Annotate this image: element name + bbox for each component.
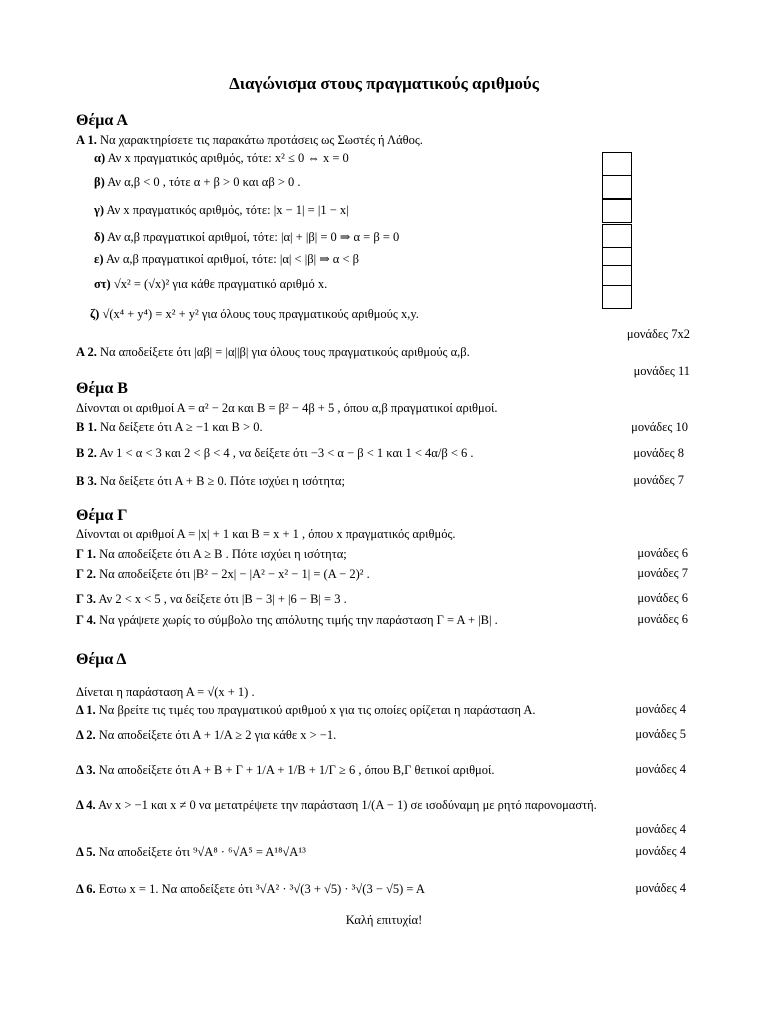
- statement-text: Αν α,β πραγματικοί αριθμοί, τότε: |α| < |β| ⇒ α < β: [105, 252, 360, 266]
- question-label: Β 2.: [76, 446, 97, 460]
- points-g4: μονάδες 6: [637, 612, 688, 626]
- closing-text: Καλή επιτυχία!: [345, 913, 423, 927]
- question-label: Γ 1.: [76, 547, 96, 561]
- answer-box[interactable]: [602, 152, 632, 176]
- question-d5: [76, 844, 306, 860]
- question-label: Β 1.: [76, 420, 97, 434]
- statement-item: [94, 150, 349, 166]
- statement-label: β): [94, 175, 105, 189]
- question-g3: [76, 591, 347, 607]
- points-d2: μονάδες 5: [635, 727, 686, 741]
- question-label: Α 2.: [76, 345, 97, 359]
- question-label: Β 3.: [76, 474, 97, 488]
- answer-box[interactable]: [602, 199, 632, 223]
- statement-text: Αν x πραγματικός αριθμός, τότε: |x − 1| = |1 − x|: [106, 203, 349, 217]
- points-d3: μονάδες 4: [635, 762, 686, 776]
- question-b3: [76, 473, 345, 489]
- statement-label: α): [94, 151, 106, 165]
- points-b3: μονάδες 7: [633, 473, 684, 487]
- points-b1: μονάδες 10: [631, 420, 688, 434]
- answer-box[interactable]: [602, 285, 632, 309]
- statement-item: [90, 306, 419, 322]
- question-text: Αν 2 < x < 5 , να δείξετε ότι |Β − 3| + |6 − Β| = 3 .: [98, 592, 347, 606]
- question-label: Γ 4.: [76, 613, 96, 627]
- question-label: Δ 2.: [76, 728, 96, 742]
- question-g1: [76, 546, 347, 562]
- statement-label: στ): [94, 277, 111, 291]
- statement-text: Αν α,β πραγματικοί αριθμοί, τότε: |α| + |β| = 0 ⇒ α = β = 0: [107, 230, 400, 244]
- question-label: Δ 1.: [76, 703, 96, 717]
- question-text: Να αποδείξετε ότι |Β² − 2x| − |Α² − x² − 1| = (Α − 2)² .: [99, 567, 370, 581]
- section-heading-b: Θέμα Β: [76, 380, 128, 397]
- statement-item: [94, 229, 399, 245]
- question-text: Να αποδείξετε ότι Α ≥ Β . Πότε ισχύει η ισότητα;: [99, 547, 347, 561]
- section-heading-d: Θέμα Δ: [76, 651, 127, 668]
- question-text: Να αποδείξετε ότι Α + Β + Γ + 1/Α + 1/Β + 1/Γ ≥ 6 , όπου Β,Γ θετικοί αριθμοί.: [98, 763, 495, 777]
- statement-label: δ): [94, 230, 105, 244]
- question-text: Αν x > −1 και x ≠ 0 να μετατρέψετε την παράσταση 1/(Α − 1) σε ισοδύναμη με ρητό παρονομαστή.: [98, 798, 597, 812]
- points-d1: μονάδες 4: [635, 702, 686, 716]
- section-heading-a: Θέμα Α: [76, 112, 128, 129]
- page-title: Διαγώνισμα στους πραγματικούς αριθμούς: [229, 74, 539, 93]
- question-label: Δ 4.: [76, 798, 96, 812]
- question-text: Εστω x = 1. Να αποδείξετε ότι ³√Α² · ³√(3 + √5) · ³√(3 − √5) = Α: [98, 882, 425, 896]
- question-d3: [76, 762, 495, 778]
- question-label: Δ 6.: [76, 882, 96, 896]
- question-text: Να χαρακτηρίσετε τις παρακάτω προτάσεις ως Σωστές ή Λάθος.: [99, 133, 423, 147]
- statement-item: [94, 202, 349, 218]
- statement-item: [94, 276, 327, 292]
- section-heading-g: Θέμα Γ: [76, 507, 128, 524]
- question-text: Να δείξετε ότι Α ≥ −1 και Β > 0.: [99, 420, 263, 434]
- answer-box[interactable]: [602, 175, 632, 199]
- question-b1: [76, 419, 263, 435]
- question-d1: [76, 702, 536, 718]
- question-d2: [76, 727, 336, 743]
- section-intro-d: Δίνεται η παράσταση Α = √(x + 1) .: [76, 685, 255, 699]
- answer-box[interactable]: [602, 224, 632, 248]
- question-label: Α 1.: [76, 133, 97, 147]
- statement-label: ε): [94, 252, 104, 266]
- points-g3: μονάδες 6: [637, 591, 688, 605]
- statement-label: γ): [94, 203, 105, 217]
- points-d4: μονάδες 4: [635, 822, 686, 836]
- question-label: Γ 2.: [76, 567, 96, 581]
- question-text: Να δείξετε ότι Α + Β ≥ 0. Πότε ισχύει η ισότητα;: [99, 474, 345, 488]
- question-text: Να αποδείξετε ότι Α + 1/Α ≥ 2 για κάθε x > −1.: [98, 728, 337, 742]
- question-text: Να γράψετε χωρίς το σύμβολο της απόλυτης τιμής την παράσταση Γ = Α + |Β| .: [99, 613, 498, 627]
- question-text: Αν 1 < α < 3 και 2 < β < 4 , να δείξετε ότι −3 < α − β < 1 και 1 < 4α/β < 6 .: [99, 446, 474, 460]
- statement-label: ζ): [90, 307, 100, 321]
- points-g2: μονάδες 7: [637, 566, 688, 580]
- statement-text: Αν x πραγματικός αριθμός, τότε: x² ≤ 0 ⇔ x = 0: [107, 151, 349, 165]
- question-text: Να αποδείξετε ότι |αβ| = |α||β| για όλους τους πραγματικούς αριθμούς α,β.: [99, 345, 470, 359]
- points-a1: μονάδες 7x2: [626, 327, 690, 341]
- question-label: Δ 3.: [76, 763, 96, 777]
- section-intro-g: Δίνονται οι αριθμοί Α = |x| + 1 και Β = x + 1 , όπου x πραγματικός αριθμός.: [76, 527, 456, 541]
- question-d6: [76, 881, 425, 897]
- question-text: Να αποδείξετε ότι ⁹√Α⁸ · ⁶√Α⁵ = Α¹⁸√Α¹³: [98, 845, 306, 859]
- question-g2: [76, 566, 370, 582]
- question-g4: [76, 612, 498, 628]
- points-g1: μονάδες 6: [637, 546, 688, 560]
- question-a1: [76, 132, 423, 148]
- section-intro-b: Δίνονται οι αριθμοί Α = α² − 2α και Β = β² − 4β + 5 , όπου α,β πραγματικοί αριθμοί.: [76, 401, 498, 415]
- statement-text: √(x⁴ + y⁴) = x² + y² για όλους τους πραγματικούς αριθμούς x,y.: [102, 307, 419, 321]
- points-b2: μονάδες 8: [633, 446, 684, 460]
- question-d4: [76, 797, 597, 813]
- question-label: Γ 3.: [76, 592, 96, 606]
- question-label: Δ 5.: [76, 845, 96, 859]
- statement-item: [94, 251, 359, 267]
- statement-text: √x² = (√x)² για κάθε πραγματικό αριθμό x.: [113, 277, 328, 291]
- points-a2: μονάδες 11: [633, 364, 690, 378]
- question-b2: [76, 445, 474, 461]
- question-text: Να βρείτε τις τιμές του πραγματικού αριθμού x για τις οποίες ορίζεται η παράσταση Α.: [98, 703, 536, 717]
- points-d5: μονάδες 4: [635, 844, 686, 858]
- question-a2: [76, 344, 470, 360]
- points-d6: μονάδες 4: [635, 881, 686, 895]
- statement-item: [94, 174, 301, 190]
- statement-text: Αν α,β < 0 , τότε α + β > 0 και αβ > 0 .: [107, 175, 301, 189]
